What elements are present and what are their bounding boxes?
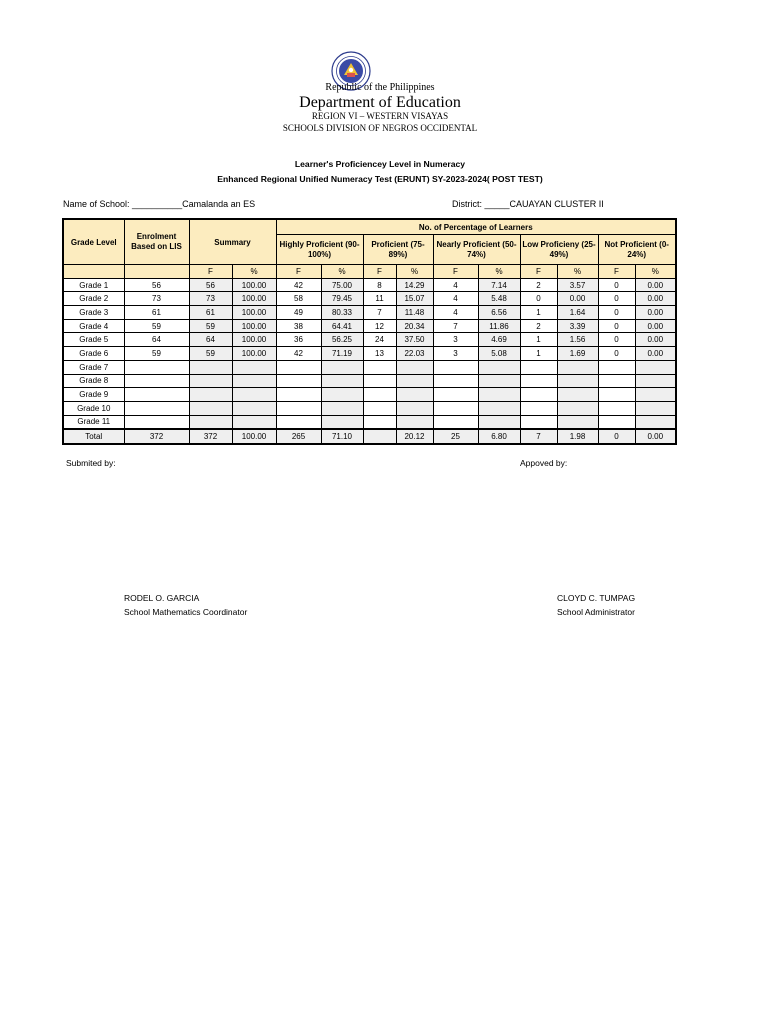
department-heading: Department of Education: [299, 94, 461, 111]
cell-hp-p: 56.25: [321, 333, 363, 347]
total-row: [63, 429, 676, 444]
cell-sum-p: [232, 360, 276, 374]
cell-hp-f: 38: [276, 319, 321, 333]
table-row: [63, 347, 676, 361]
cell-np-f: [433, 388, 478, 402]
cell-enrol: 56: [124, 278, 189, 292]
cell-lp-p: 1.69: [557, 347, 598, 361]
cell-np-p: 7.14: [478, 278, 520, 292]
cell-enrol: 372: [124, 429, 189, 444]
table-row: [63, 401, 676, 415]
header-proficient: Proficient (75-89%): [363, 235, 433, 265]
header-low-proficiency: Low Proficieny (25-49%): [520, 235, 598, 265]
cell-sum-f: 64: [189, 333, 232, 347]
cell-hp-p: [321, 360, 363, 374]
header-grade-level: Grade Level: [63, 219, 124, 265]
approved-by-label: Appoved by:: [520, 458, 568, 468]
signatory-1-name: RODEL O. GARCIA: [124, 593, 200, 603]
cell-np-f: [433, 401, 478, 415]
table-row: [63, 333, 676, 347]
cell-lp-f: 1: [520, 306, 557, 320]
cell-sum-p: 100.00: [232, 319, 276, 333]
cell-np-p: [478, 388, 520, 402]
cell-notp-p: 0.00: [635, 278, 676, 292]
cell-enrol: 64: [124, 333, 189, 347]
cell-lp-f: [520, 401, 557, 415]
cell-notp-f: 0: [598, 306, 635, 320]
table-row: [63, 306, 676, 320]
cell-grade: Grade 3: [63, 306, 124, 320]
table-row: [63, 388, 676, 402]
cell-p-f: [363, 374, 396, 388]
cell-notp-p: 0.00: [635, 333, 676, 347]
table-row: [63, 278, 676, 292]
cell-lp-f: [520, 360, 557, 374]
cell-hp-p: [321, 374, 363, 388]
cell-grade: Grade 2: [63, 292, 124, 306]
cell-hp-p: 75.00: [321, 278, 363, 292]
cell-notp-p: [635, 374, 676, 388]
cell-hp-f: 36: [276, 333, 321, 347]
cell-notp-p: 0.00: [635, 319, 676, 333]
header-highly-proficient: Highly Proficient (90-100%): [276, 235, 363, 265]
cell-sum-f: 61: [189, 306, 232, 320]
cell-notp-p: [635, 360, 676, 374]
cell-p-f: [363, 415, 396, 429]
cell-sum-f: [189, 360, 232, 374]
cell-hp-f: [276, 401, 321, 415]
cell-lp-p: 3.57: [557, 278, 598, 292]
republic-heading: Republic of the Philippines: [325, 82, 435, 93]
cell-sum-p: 100.00: [232, 292, 276, 306]
cell-hp-p: 71.19: [321, 347, 363, 361]
cell-lp-f: 0: [520, 292, 557, 306]
cell-lp-f: [520, 415, 557, 429]
cell-np-f: 3: [433, 347, 478, 361]
cell-p-f: [363, 429, 396, 444]
cell-hp-p: 80.33: [321, 306, 363, 320]
cell-np-p: [478, 401, 520, 415]
cell-notp-p: 0.00: [635, 292, 676, 306]
cell-lp-f: [520, 388, 557, 402]
report-title: Learner's Proficiencey Level in Numeracy: [294, 159, 466, 169]
cell-enrol: 73: [124, 292, 189, 306]
cell-p-p: 11.48: [396, 306, 433, 320]
division-heading: SCHOOLS DIVISION OF NEGROS OCCIDENTAL: [282, 123, 478, 133]
cell-lp-p: [557, 360, 598, 374]
subheader-f: F: [189, 265, 232, 279]
cell-lp-f: 1: [520, 347, 557, 361]
subheader-f: F: [520, 265, 557, 279]
cell-p-f: [363, 360, 396, 374]
cell-hp-f: [276, 415, 321, 429]
subheader-f: F: [363, 265, 396, 279]
cell-np-f: 3: [433, 333, 478, 347]
proficiency-table: [62, 218, 677, 445]
cell-lp-p: 1.56: [557, 333, 598, 347]
header-summary: Summary: [189, 219, 276, 265]
subheader-pct: %: [478, 265, 520, 279]
cell-hp-f: [276, 388, 321, 402]
header-learners-group: No. of Percentage of Learners: [276, 219, 676, 235]
cell-np-f: [433, 415, 478, 429]
cell-p-p: 20.12: [396, 429, 433, 444]
cell-p-p: [396, 415, 433, 429]
subheader-pct: %: [232, 265, 276, 279]
cell-sum-f: [189, 415, 232, 429]
cell-notp-f: [598, 374, 635, 388]
cell-np-p: 4.69: [478, 333, 520, 347]
cell-p-f: 12: [363, 319, 396, 333]
cell-p-f: [363, 401, 396, 415]
signatory-2-name: CLOYD C. TUMPAG: [557, 593, 636, 603]
cell-grade: Grade 9: [63, 388, 124, 402]
cell-enrol: [124, 374, 189, 388]
cell-grade: Grade 11: [63, 415, 124, 429]
cell-notp-p: 0.00: [635, 306, 676, 320]
cell-sum-p: 100.00: [232, 333, 276, 347]
signatory-1-title: School Mathematics Coordinator: [124, 607, 248, 617]
cell-notp-p: 0.00: [635, 347, 676, 361]
cell-notp-f: 0: [598, 333, 635, 347]
cell-p-f: 13: [363, 347, 396, 361]
cell-hp-f: 42: [276, 347, 321, 361]
cell-np-f: [433, 360, 478, 374]
cell-sum-f: [189, 401, 232, 415]
cell-p-p: [396, 360, 433, 374]
cell-grade: Grade 4: [63, 319, 124, 333]
cell-notp-f: [598, 401, 635, 415]
cell-p-p: 14.29: [396, 278, 433, 292]
cell-enrol: 61: [124, 306, 189, 320]
cell-np-p: 6.80: [478, 429, 520, 444]
subheader-pct: %: [396, 265, 433, 279]
table-row: [63, 292, 676, 306]
cell-notp-f: 0: [598, 278, 635, 292]
cell-notp-f: [598, 388, 635, 402]
cell-hp-f: [276, 360, 321, 374]
cell-notp-f: 0: [598, 319, 635, 333]
cell-p-p: [396, 401, 433, 415]
cell-lp-p: [557, 374, 598, 388]
region-heading: REGION VI – WESTERN VISAYAS: [311, 111, 449, 121]
cell-np-p: [478, 360, 520, 374]
cell-notp-f: [598, 360, 635, 374]
cell-lp-f: 7: [520, 429, 557, 444]
cell-notp-p: [635, 401, 676, 415]
cell-lp-f: 1: [520, 333, 557, 347]
cell-p-f: 11: [363, 292, 396, 306]
submitted-by-label: Submited by:: [66, 458, 116, 468]
cell-np-f: 4: [433, 292, 478, 306]
cell-p-p: 15.07: [396, 292, 433, 306]
cell-lp-f: 2: [520, 319, 557, 333]
cell-p-p: 22.03: [396, 347, 433, 361]
cell-sum-f: 59: [189, 319, 232, 333]
cell-p-p: 37.50: [396, 333, 433, 347]
cell-hp-p: 71.10: [321, 429, 363, 444]
table-row: [63, 374, 676, 388]
cell-p-f: 24: [363, 333, 396, 347]
cell-np-p: 11.86: [478, 319, 520, 333]
cell-np-f: 4: [433, 306, 478, 320]
cell-notp-p: [635, 388, 676, 402]
table-row: [63, 415, 676, 429]
cell-hp-f: 58: [276, 292, 321, 306]
cell-lp-p: [557, 401, 598, 415]
header-not-proficient: Not Proficient (0-24%): [598, 235, 676, 265]
cell-grade: Total: [63, 429, 124, 444]
district-field: District: _____CAUAYAN CLUSTER II: [452, 199, 604, 209]
cell-sum-f: [189, 388, 232, 402]
cell-hp-f: 49: [276, 306, 321, 320]
subheader-pct: %: [635, 265, 676, 279]
subheader-blank: [63, 265, 124, 279]
cell-notp-p: [635, 415, 676, 429]
signatory-2-title: School Administrator: [557, 607, 635, 617]
cell-np-p: [478, 374, 520, 388]
cell-p-p: [396, 374, 433, 388]
cell-lp-p: [557, 415, 598, 429]
header-enrolment: Enrolment Based on LIS: [124, 219, 189, 265]
header-nearly-proficient: Nearly Proficient (50-74%): [433, 235, 520, 265]
table-row: [63, 360, 676, 374]
school-name-field: Name of School: __________Camalanda an ES: [63, 199, 256, 209]
subheader-blank: [124, 265, 189, 279]
cell-lp-p: 1.64: [557, 306, 598, 320]
cell-sum-p: [232, 415, 276, 429]
cell-sum-p: 100.00: [232, 347, 276, 361]
cell-hp-f: 42: [276, 278, 321, 292]
cell-hp-p: [321, 401, 363, 415]
cell-lp-p: 1.98: [557, 429, 598, 444]
cell-hp-p: 64.41: [321, 319, 363, 333]
cell-notp-f: 0: [598, 292, 635, 306]
cell-np-f: [433, 374, 478, 388]
cell-lp-p: [557, 388, 598, 402]
cell-enrol: [124, 388, 189, 402]
cell-np-f: 4: [433, 278, 478, 292]
cell-notp-f: [598, 415, 635, 429]
cell-sum-f: 372: [189, 429, 232, 444]
table-body: [63, 278, 676, 444]
report-subtitle: Enhanced Regional Unified Numeracy Test (ERUNT) SY-2023-2024( POST TEST): [217, 174, 543, 184]
cell-sum-p: 100.00: [232, 429, 276, 444]
subheader-pct: %: [321, 265, 363, 279]
cell-grade: Grade 7: [63, 360, 124, 374]
cell-np-p: 5.48: [478, 292, 520, 306]
cell-p-p: [396, 388, 433, 402]
cell-p-f: 7: [363, 306, 396, 320]
cell-np-p: 5.08: [478, 347, 520, 361]
cell-np-f: 25: [433, 429, 478, 444]
subheader-pct: %: [557, 265, 598, 279]
cell-np-p: 6.56: [478, 306, 520, 320]
cell-hp-p: [321, 415, 363, 429]
cell-lp-f: [520, 374, 557, 388]
cell-notp-f: 0: [598, 429, 635, 444]
cell-enrol: 59: [124, 347, 189, 361]
cell-hp-p: 79.45: [321, 292, 363, 306]
cell-sum-f: [189, 374, 232, 388]
cell-hp-f: 265: [276, 429, 321, 444]
cell-grade: Grade 10: [63, 401, 124, 415]
cell-p-p: 20.34: [396, 319, 433, 333]
cell-sum-p: 100.00: [232, 278, 276, 292]
subheader-f: F: [276, 265, 321, 279]
cell-sum-f: 56: [189, 278, 232, 292]
cell-hp-p: [321, 388, 363, 402]
cell-hp-f: [276, 374, 321, 388]
cell-lp-p: 0.00: [557, 292, 598, 306]
cell-lp-p: 3.39: [557, 319, 598, 333]
cell-grade: Grade 8: [63, 374, 124, 388]
cell-p-f: [363, 388, 396, 402]
subheader-f: F: [433, 265, 478, 279]
cell-grade: Grade 5: [63, 333, 124, 347]
cell-sum-p: [232, 374, 276, 388]
cell-enrol: [124, 415, 189, 429]
subheader-f: F: [598, 265, 635, 279]
cell-sum-p: [232, 388, 276, 402]
cell-sum-p: [232, 401, 276, 415]
cell-enrol: 59: [124, 319, 189, 333]
cell-sum-f: 73: [189, 292, 232, 306]
cell-np-f: 7: [433, 319, 478, 333]
cell-np-p: [478, 415, 520, 429]
cell-sum-p: 100.00: [232, 306, 276, 320]
cell-grade: Grade 1: [63, 278, 124, 292]
cell-notp-f: 0: [598, 347, 635, 361]
cell-enrol: [124, 401, 189, 415]
cell-grade: Grade 6: [63, 347, 124, 361]
table-row: [63, 319, 676, 333]
cell-notp-p: 0.00: [635, 429, 676, 444]
cell-lp-f: 2: [520, 278, 557, 292]
cell-p-f: 8: [363, 278, 396, 292]
cell-enrol: [124, 360, 189, 374]
cell-sum-f: 59: [189, 347, 232, 361]
